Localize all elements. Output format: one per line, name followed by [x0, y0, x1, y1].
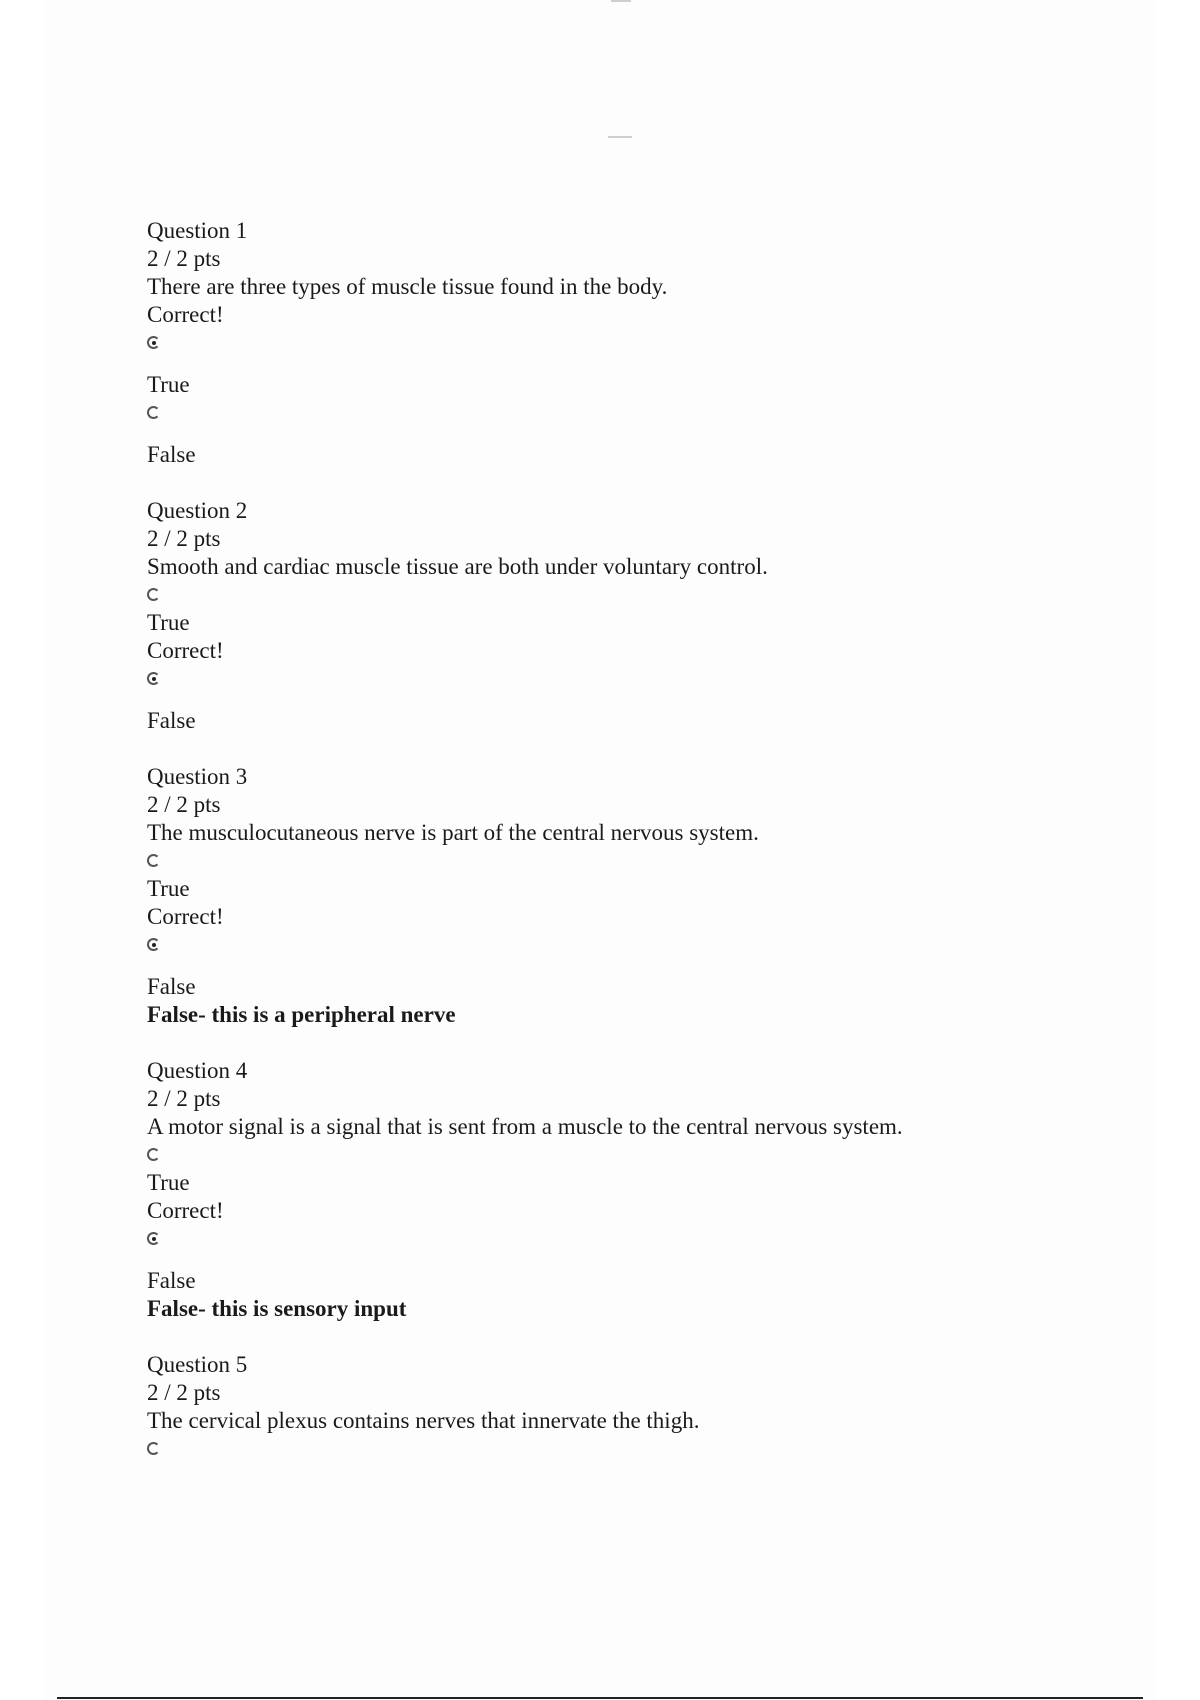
option-true-radio-row[interactable]	[147, 329, 1147, 357]
option-true-label: True	[147, 876, 190, 901]
option-false-label: False	[147, 708, 196, 733]
question-title: Question 5	[147, 1352, 248, 1377]
question-3	[147, 763, 1147, 1029]
question-title: Question 2	[147, 498, 248, 523]
question-text: The musculocutaneous nerve is part of the central nervous system.	[147, 820, 759, 845]
question-4	[147, 1057, 1147, 1323]
radio-unchecked-icon[interactable]	[147, 854, 160, 867]
question-1	[147, 217, 1147, 469]
question-5	[147, 1351, 1147, 1463]
option-true-radio-row[interactable]	[147, 1435, 1147, 1463]
option-false-radio-row[interactable]	[147, 399, 1147, 427]
radio-unchecked-icon[interactable]	[147, 1148, 160, 1161]
option-false-label: False	[147, 974, 196, 999]
page-bottom-rule	[57, 1697, 1143, 1699]
radio-unchecked-icon[interactable]	[147, 588, 160, 601]
question-points: 2 / 2 pts	[147, 1086, 221, 1111]
question-text: The cervical plexus contains nerves that innervate the thigh.	[147, 1408, 700, 1433]
radio-unchecked-icon[interactable]	[147, 1442, 160, 1455]
radio-checked-icon[interactable]	[147, 336, 160, 349]
option-true-label: True	[147, 610, 190, 635]
quiz-results	[147, 217, 1147, 1463]
correct-label: Correct!	[147, 904, 224, 929]
page-header-mark	[611, 0, 631, 2]
answer-feedback: False- this is sensory input	[147, 1296, 407, 1321]
radio-checked-icon[interactable]	[147, 938, 160, 951]
option-false-radio-row[interactable]	[147, 1225, 1147, 1253]
question-title: Question 1	[147, 218, 248, 243]
question-points: 2 / 2 pts	[147, 792, 221, 817]
question-points: 2 / 2 pts	[147, 526, 221, 551]
correct-label: Correct!	[147, 302, 224, 327]
option-true-label: True	[147, 372, 190, 397]
question-text: Smooth and cardiac muscle tissue are both under voluntary control.	[147, 554, 768, 579]
question-title: Question 3	[147, 764, 248, 789]
radio-checked-icon[interactable]	[147, 672, 160, 685]
answer-feedback: False- this is a peripheral nerve	[147, 1002, 456, 1027]
question-text: There are three types of muscle tissue found in the body.	[147, 274, 668, 299]
option-false-radio-row[interactable]	[147, 931, 1147, 959]
option-true-radio-row[interactable]	[147, 581, 1147, 609]
radio-checked-icon[interactable]	[147, 1232, 160, 1245]
page-header-mark-2	[608, 136, 632, 138]
option-false-label: False	[147, 442, 196, 467]
option-false-label: False	[147, 1268, 196, 1293]
option-true-radio-row[interactable]	[147, 1141, 1147, 1169]
question-text: A motor signal is a signal that is sent from a muscle to the central nervous system.	[147, 1114, 903, 1139]
question-points: 2 / 2 pts	[147, 1380, 221, 1405]
correct-label: Correct!	[147, 638, 224, 663]
question-title: Question 4	[147, 1058, 248, 1083]
correct-label: Correct!	[147, 1198, 224, 1223]
radio-unchecked-icon[interactable]	[147, 406, 160, 419]
question-2	[147, 497, 1147, 735]
option-true-label: True	[147, 1170, 190, 1195]
option-false-radio-row[interactable]	[147, 665, 1147, 693]
question-points: 2 / 2 pts	[147, 246, 221, 271]
option-true-radio-row[interactable]	[147, 847, 1147, 875]
